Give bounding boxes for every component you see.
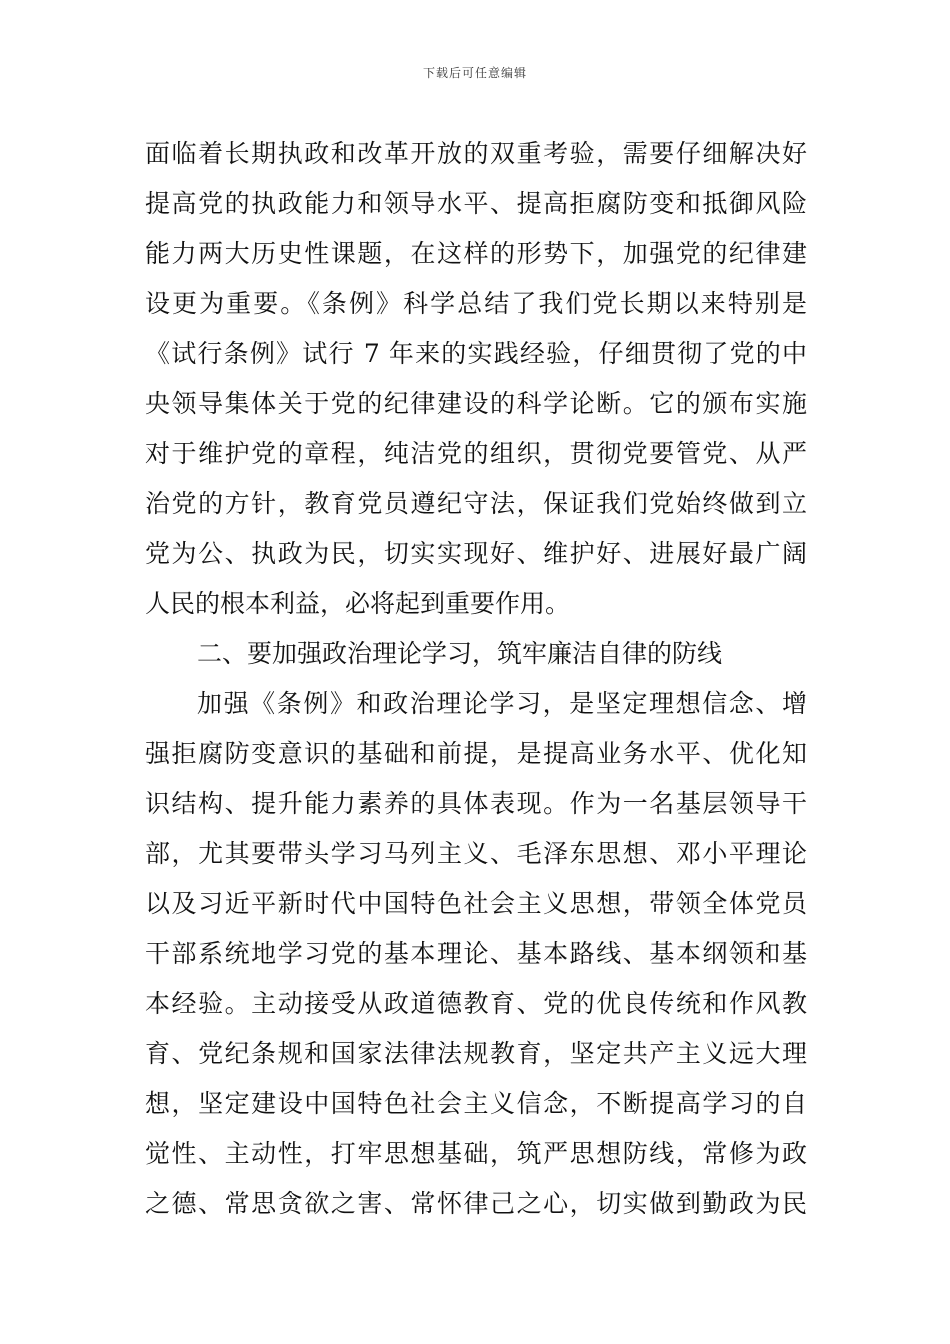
paragraph-1-line-3: 能力两大历史性课题，在这样的形势下，加强党的纪律建 (145, 239, 807, 268)
paragraph-1-line-1: 面临着长期执政和改革开放的双重考验，需要仔细解决好 (145, 139, 807, 168)
paragraph-1-line-10: 人民的根本利益，必将起到重要作用。 (145, 589, 571, 618)
paragraph-1-line-4: 设更为重要。《条例》科学总结了我们党长期以来特别是 (145, 289, 807, 318)
paragraph-2-line-11: 之德、常思贪欲之害、常怀律己之心，切实做到勤政为民 (145, 1189, 807, 1218)
section-heading: 二、要加强政治理论学习，筑牢廉洁自律的防线 (197, 639, 723, 668)
paragraph-2-line-3: 识结构、提升能力素养的具体表现。作为一名基层领导干 (145, 789, 807, 818)
paragraph-2-line-8: 育、党纪条规和国家法律法规教育，坚定共产主义远大理 (145, 1039, 807, 1068)
paragraph-1-line-7: 对于维护党的章程，纯洁党的组织，贯彻党要管党、从严 (145, 439, 807, 468)
paragraph-2-line-7: 本经验。主动接受从政道德教育、党的优良传统和作风教 (145, 989, 807, 1018)
paragraph-1-line-2: 提高党的执政能力和领导水平、提高拒腐防变和抵御风险 (145, 189, 807, 218)
paragraph-2-line-6: 干部系统地学习党的基本理论、基本路线、基本纲领和基 (145, 939, 807, 968)
paragraph-2-line-5: 以及习近平新时代中国特色社会主义思想，带领全体党员 (145, 889, 807, 918)
paragraph-1-line-9: 党为公、执政为民，切实实现好、维护好、进展好最广阔 (145, 539, 807, 568)
page-header: 下载后可任意编辑 (422, 66, 527, 80)
paragraph-1-line-5: 《试行条例》试行 7 年来的实践经验，仔细贯彻了党的中 (145, 339, 807, 368)
paragraph-2-line-1: 加强《条例》和政治理论学习，是坚定理想信念、增 (197, 689, 807, 718)
paragraph-1-line-8: 治党的方针，教育党员遵纪守法，保证我们党始终做到立 (145, 489, 807, 518)
paragraph-2-line-10: 觉性、主动性，打牢思想基础，筑严思想防线，常修为政 (145, 1139, 807, 1168)
paragraph-2-line-4: 部，尤其要带头学习马列主义、毛泽东思想、邓小平理论 (145, 839, 807, 868)
paragraph-2-line-9: 想，坚定建设中国特色社会主义信念，不断提高学习的自 (145, 1089, 807, 1118)
paragraph-2-line-2: 强拒腐防变意识的基础和前提，是提高业务水平、优化知 (145, 739, 807, 768)
paragraph-1-line-6: 央领导集体关于党的纪律建设的科学论断。它的颁布实施 (145, 389, 807, 418)
